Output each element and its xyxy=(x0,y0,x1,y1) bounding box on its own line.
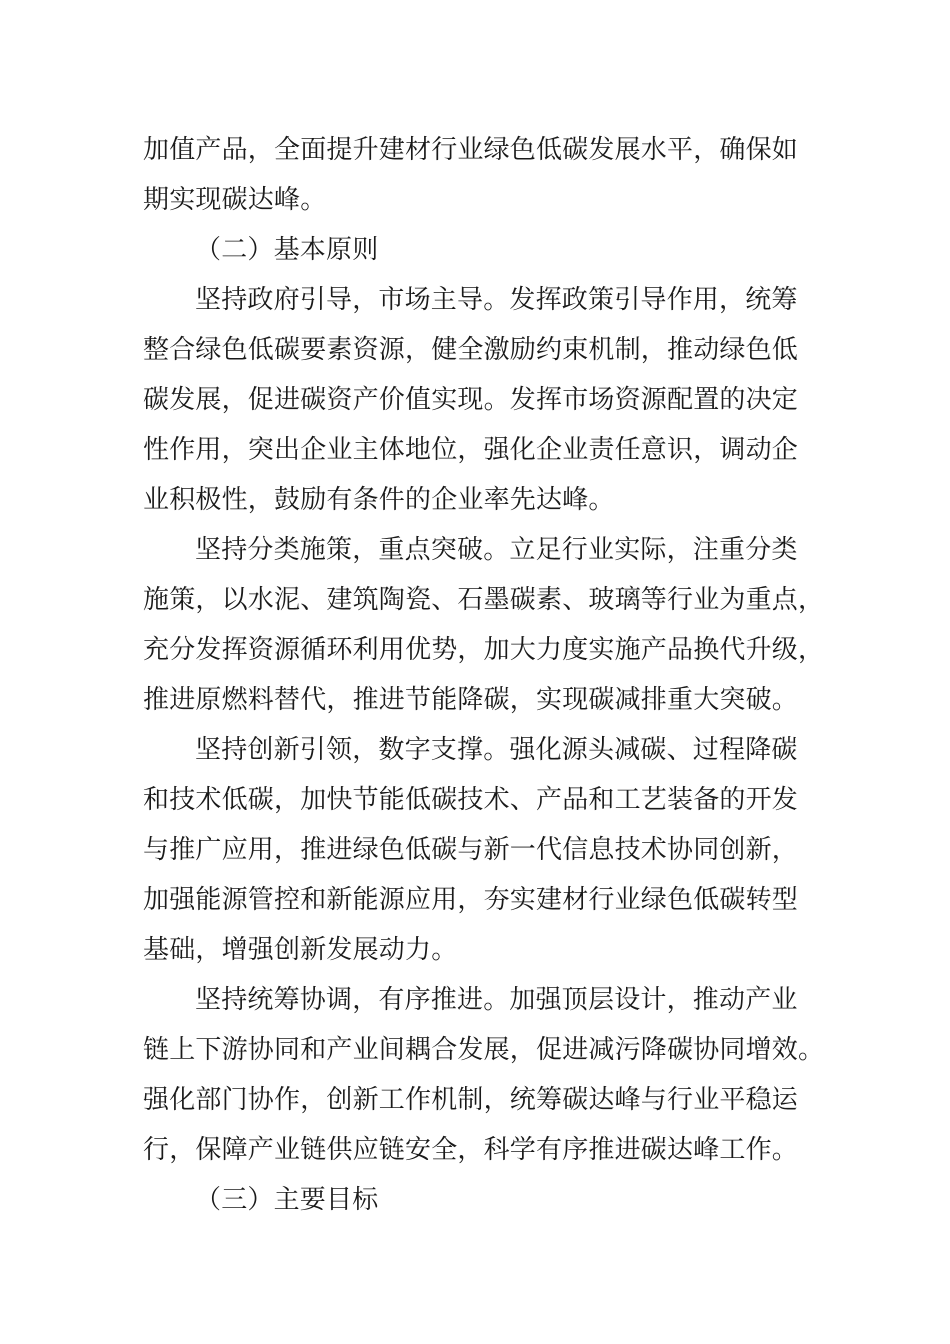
paragraph-line: 推进原燃料替代，推进节能降碳，实现碳减排重大突破。 xyxy=(143,685,799,715)
paragraph-line: 坚持统筹协调，有序推进。加强顶层设计，推动产业 xyxy=(195,985,798,1015)
section-heading: （二）基本原则 xyxy=(195,235,379,265)
paragraph-line: 加值产品，全面提升建材行业绿色低碳发展水平，确保如 xyxy=(143,135,799,165)
paragraph-line: 整合绿色低碳要素资源，健全激励约束机制，推动绿色低 xyxy=(143,335,799,365)
paragraph-line: 链上下游协同和产业间耦合发展，促进减污降碳协同增效。 xyxy=(143,1035,825,1065)
paragraph-line: 坚持创新引领，数字支撑。强化源头减碳、过程降碳 xyxy=(195,735,798,765)
section-heading: （三）主要目标 xyxy=(195,1185,379,1215)
paragraph-line: 业积极性，鼓励有条件的企业率先达峰。 xyxy=(143,485,615,515)
paragraph-line: 坚持政府引导，市场主导。发挥政策引导作用，统筹 xyxy=(195,285,798,315)
paragraph-line: 和技术低碳，加快节能低碳技术、产品和工艺装备的开发 xyxy=(143,785,799,815)
paragraph-line: 行，保障产业链供应链安全，科学有序推进碳达峰工作。 xyxy=(143,1135,799,1165)
paragraph-line: 碳发展，促进碳资产价值实现。发挥市场资源配置的决定 xyxy=(143,385,799,415)
paragraph-line: 强化部门协作，创新工作机制，统筹碳达峰与行业平稳运 xyxy=(143,1085,799,1115)
paragraph-line: 性作用，突出企业主体地位，强化企业责任意识，调动企 xyxy=(143,435,799,465)
paragraph-line: 与推广应用，推进绿色低碳与新一代信息技术协同创新， xyxy=(143,835,799,865)
paragraph-line: 期实现碳达峰。 xyxy=(143,185,327,215)
paragraph-line: 充分发挥资源循环利用优势，加大力度实施产品换代升级， xyxy=(143,635,825,665)
paragraph-line: 坚持分类施策，重点突破。立足行业实际，注重分类 xyxy=(195,535,798,565)
paragraph-line: 加强能源管控和新能源应用，夯实建材行业绿色低碳转型 xyxy=(143,885,799,915)
paragraph-line: 基础，增强创新发展动力。 xyxy=(143,935,458,965)
paragraph-line: 施策，以水泥、建筑陶瓷、石墨碳素、玻璃等行业为重点， xyxy=(143,585,825,615)
